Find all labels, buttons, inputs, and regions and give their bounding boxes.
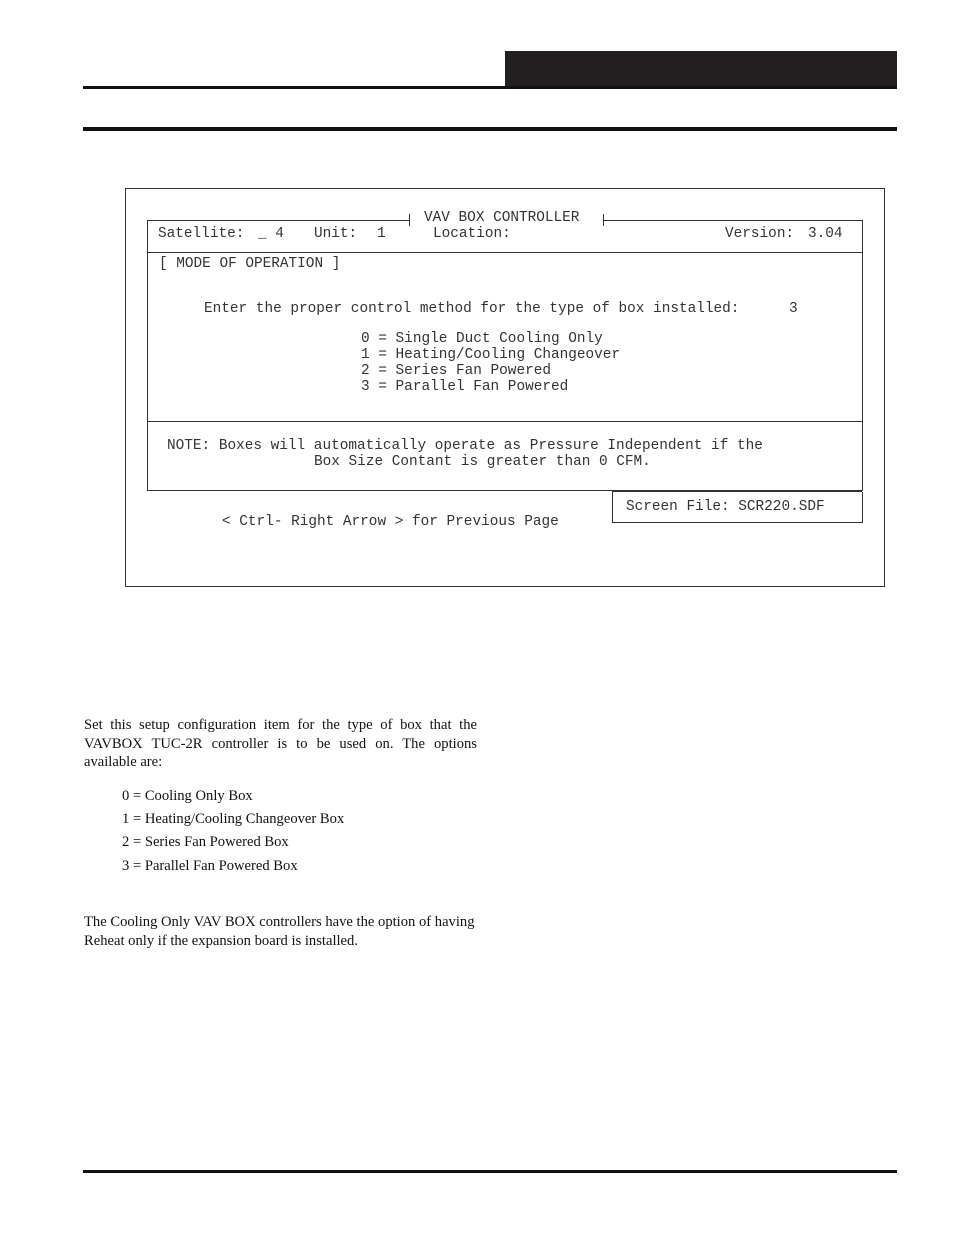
screen-title: VAV BOX CONTROLLER [424,210,580,226]
intro-paragraph: Set this setup configuration item for the type of box that the VAVBOX TUC-2R controller is to be used on. The options available are: [84,717,477,770]
screen-option: 2 = Series Fan Powered [361,363,551,379]
option-item: 1 = Heating/Cooling Changeover Box [122,811,345,827]
version-label: Version: [725,226,795,242]
nav-hint: < Ctrl- Right Arrow > for Previous Page [222,514,559,530]
location-label: Location: [433,226,511,242]
screen-option: 3 = Parallel Fan Powered [361,379,569,395]
satellite-value: _ 4 [258,226,284,242]
header-bar [505,51,897,87]
header-rule [83,86,897,89]
option-item: 2 = Series Fan Powered Box [122,834,289,850]
note-line-1: NOTE: Boxes will automatically operate as Pressure Independent if the [167,438,763,454]
section-title: [ MODE OF OPERATION ] [159,256,341,272]
option-item: 0 = Cooling Only Box [122,788,253,804]
option-item: 3 = Parallel Fan Powered Box [122,858,298,874]
header-rule-lower [83,127,897,131]
unit-value: 1 [377,226,386,242]
screen-file-label: Screen File: SCR220.SDF [626,499,825,515]
satellite-label: Satellite: [158,226,245,242]
screen-option: 1 = Heating/Cooling Changeover [361,347,621,363]
unit-label: Unit: [314,226,358,242]
note-line-2: Box Size Contant is greater than 0 CFM. [314,454,651,470]
screen-capture [125,188,885,587]
prompt-value: 3 [789,301,798,317]
version-value: 3.04 [808,226,843,242]
footer-rule [83,1170,897,1173]
prompt-text: Enter the proper control method for the type of box installed: [204,301,740,317]
screen-option: 0 = Single Duct Cooling Only [361,331,603,347]
closing-paragraph: The Cooling Only VAV BOX controllers have the option of having Reheat only if the expansion board is installed. [84,914,475,949]
